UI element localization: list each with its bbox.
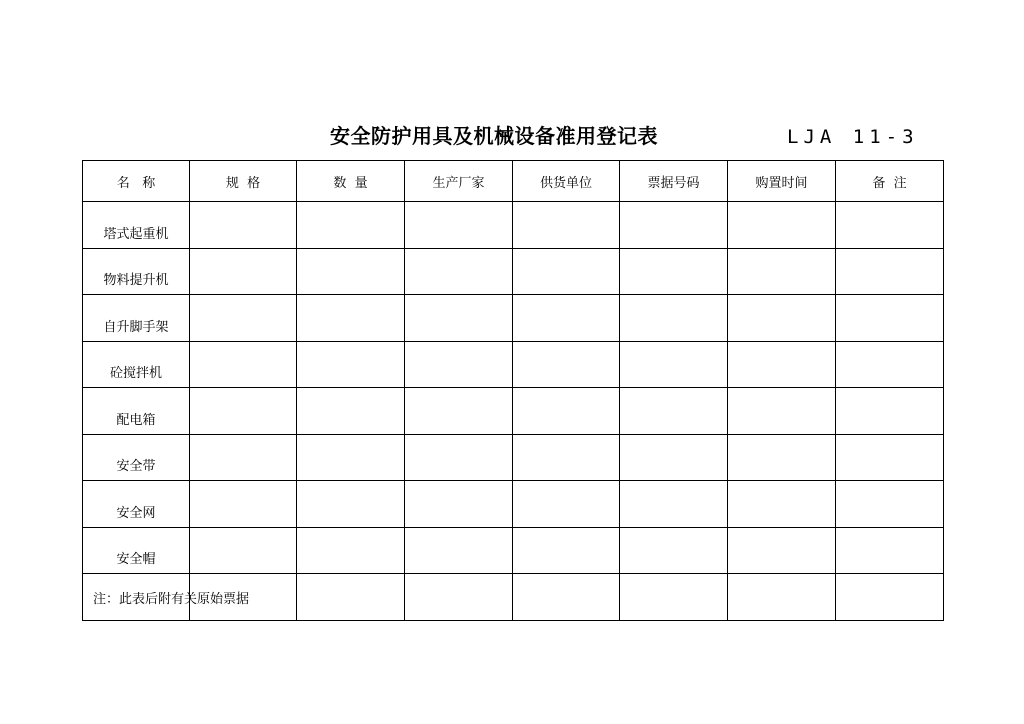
cell-remarks [836,388,944,435]
cell-manufacturer [405,527,513,574]
header-cell-supplier: 供货单位 [513,161,620,202]
cell-spec [190,388,297,435]
cell-quantity [297,527,405,574]
cell-name: 配电箱 [83,388,190,435]
cell-spec [190,202,297,249]
cell-spec [190,341,297,388]
table-row [83,388,944,435]
cell-invoice-number [620,481,728,528]
cell-purchase-date [728,248,836,295]
cell-supplier [513,248,620,295]
header-cell-name: 名 称 [83,161,190,202]
cell-manufacturer [405,248,513,295]
cell-supplier [513,481,620,528]
cell-remarks [836,202,944,249]
cell-purchase-date [728,527,836,574]
cell-quantity [297,574,405,621]
cell-invoice-number [620,388,728,435]
cell-name: 安全网 [83,481,190,528]
header-cell-spec: 规 格 [190,161,297,202]
header-cell-quantity: 数 量 [297,161,405,202]
cell-purchase-date [728,481,836,528]
cell-purchase-date [728,295,836,342]
cell-quantity [297,295,405,342]
table-row [83,341,944,388]
cell-remarks [836,527,944,574]
cell-supplier [513,574,620,621]
cell-supplier [513,341,620,388]
cell-invoice-number [620,434,728,481]
cell-supplier [513,202,620,249]
cell-supplier [513,434,620,481]
table-row [83,481,944,528]
table-row [83,295,944,342]
cell-invoice-number [620,574,728,621]
cell-spec [190,434,297,481]
cell-manufacturer [405,574,513,621]
table-row [83,202,944,249]
cell-quantity [297,388,405,435]
table-row [83,527,944,574]
cell-spec [190,527,297,574]
cell-name: 安全带 [83,434,190,481]
cell-remarks [836,248,944,295]
cell-quantity [297,481,405,528]
cell-quantity [297,341,405,388]
cell-remarks [836,295,944,342]
header-cell-invoice-number: 票据号码 [620,161,728,202]
cell-remarks [836,481,944,528]
table-header-row [83,161,944,202]
table-row [83,248,944,295]
cell-invoice-number [620,248,728,295]
cell-supplier [513,527,620,574]
cell-manufacturer [405,481,513,528]
cell-supplier [513,295,620,342]
cell-remarks [836,434,944,481]
cell-name: 物料提升机 [83,248,190,295]
cell-name: 安全帽 [83,527,190,574]
cell-remarks [836,574,944,621]
cell-spec [190,295,297,342]
cell-manufacturer [405,295,513,342]
register-table-body [83,161,944,621]
cell-name: 自升脚手架 [83,295,190,342]
cell-supplier [513,388,620,435]
cell-manufacturer [405,434,513,481]
cell-invoice-number [620,527,728,574]
cell-purchase-date [728,574,836,621]
cell-quantity [297,248,405,295]
header-cell-manufacturer: 生产厂家 [405,161,513,202]
cell-invoice-number [620,295,728,342]
cell-spec [190,248,297,295]
cell-purchase-date [728,388,836,435]
footnote: 注：此表后附有关原始票据 [93,592,250,607]
cell-invoice-number [620,341,728,388]
cell-name: 塔式起重机 [83,202,190,249]
cell-spec [190,481,297,528]
cell-manufacturer [405,341,513,388]
header-cell-remarks: 备 注 [836,161,944,202]
cell-quantity [297,434,405,481]
cell-quantity [297,202,405,249]
register-table [82,160,944,621]
cell-purchase-date [728,341,836,388]
cell-manufacturer [405,388,513,435]
cell-purchase-date [728,202,836,249]
cell-remarks [836,341,944,388]
header-cell-purchase-date: 购置时间 [728,161,836,202]
document-title: 安全防护用具及机械设备准用登记表 [330,124,658,148]
form-code: LJA 11-3 [787,126,919,148]
cell-name: 砼搅拌机 [83,341,190,388]
cell-invoice-number [620,202,728,249]
cell-manufacturer [405,202,513,249]
table-row [83,434,944,481]
cell-purchase-date [728,434,836,481]
